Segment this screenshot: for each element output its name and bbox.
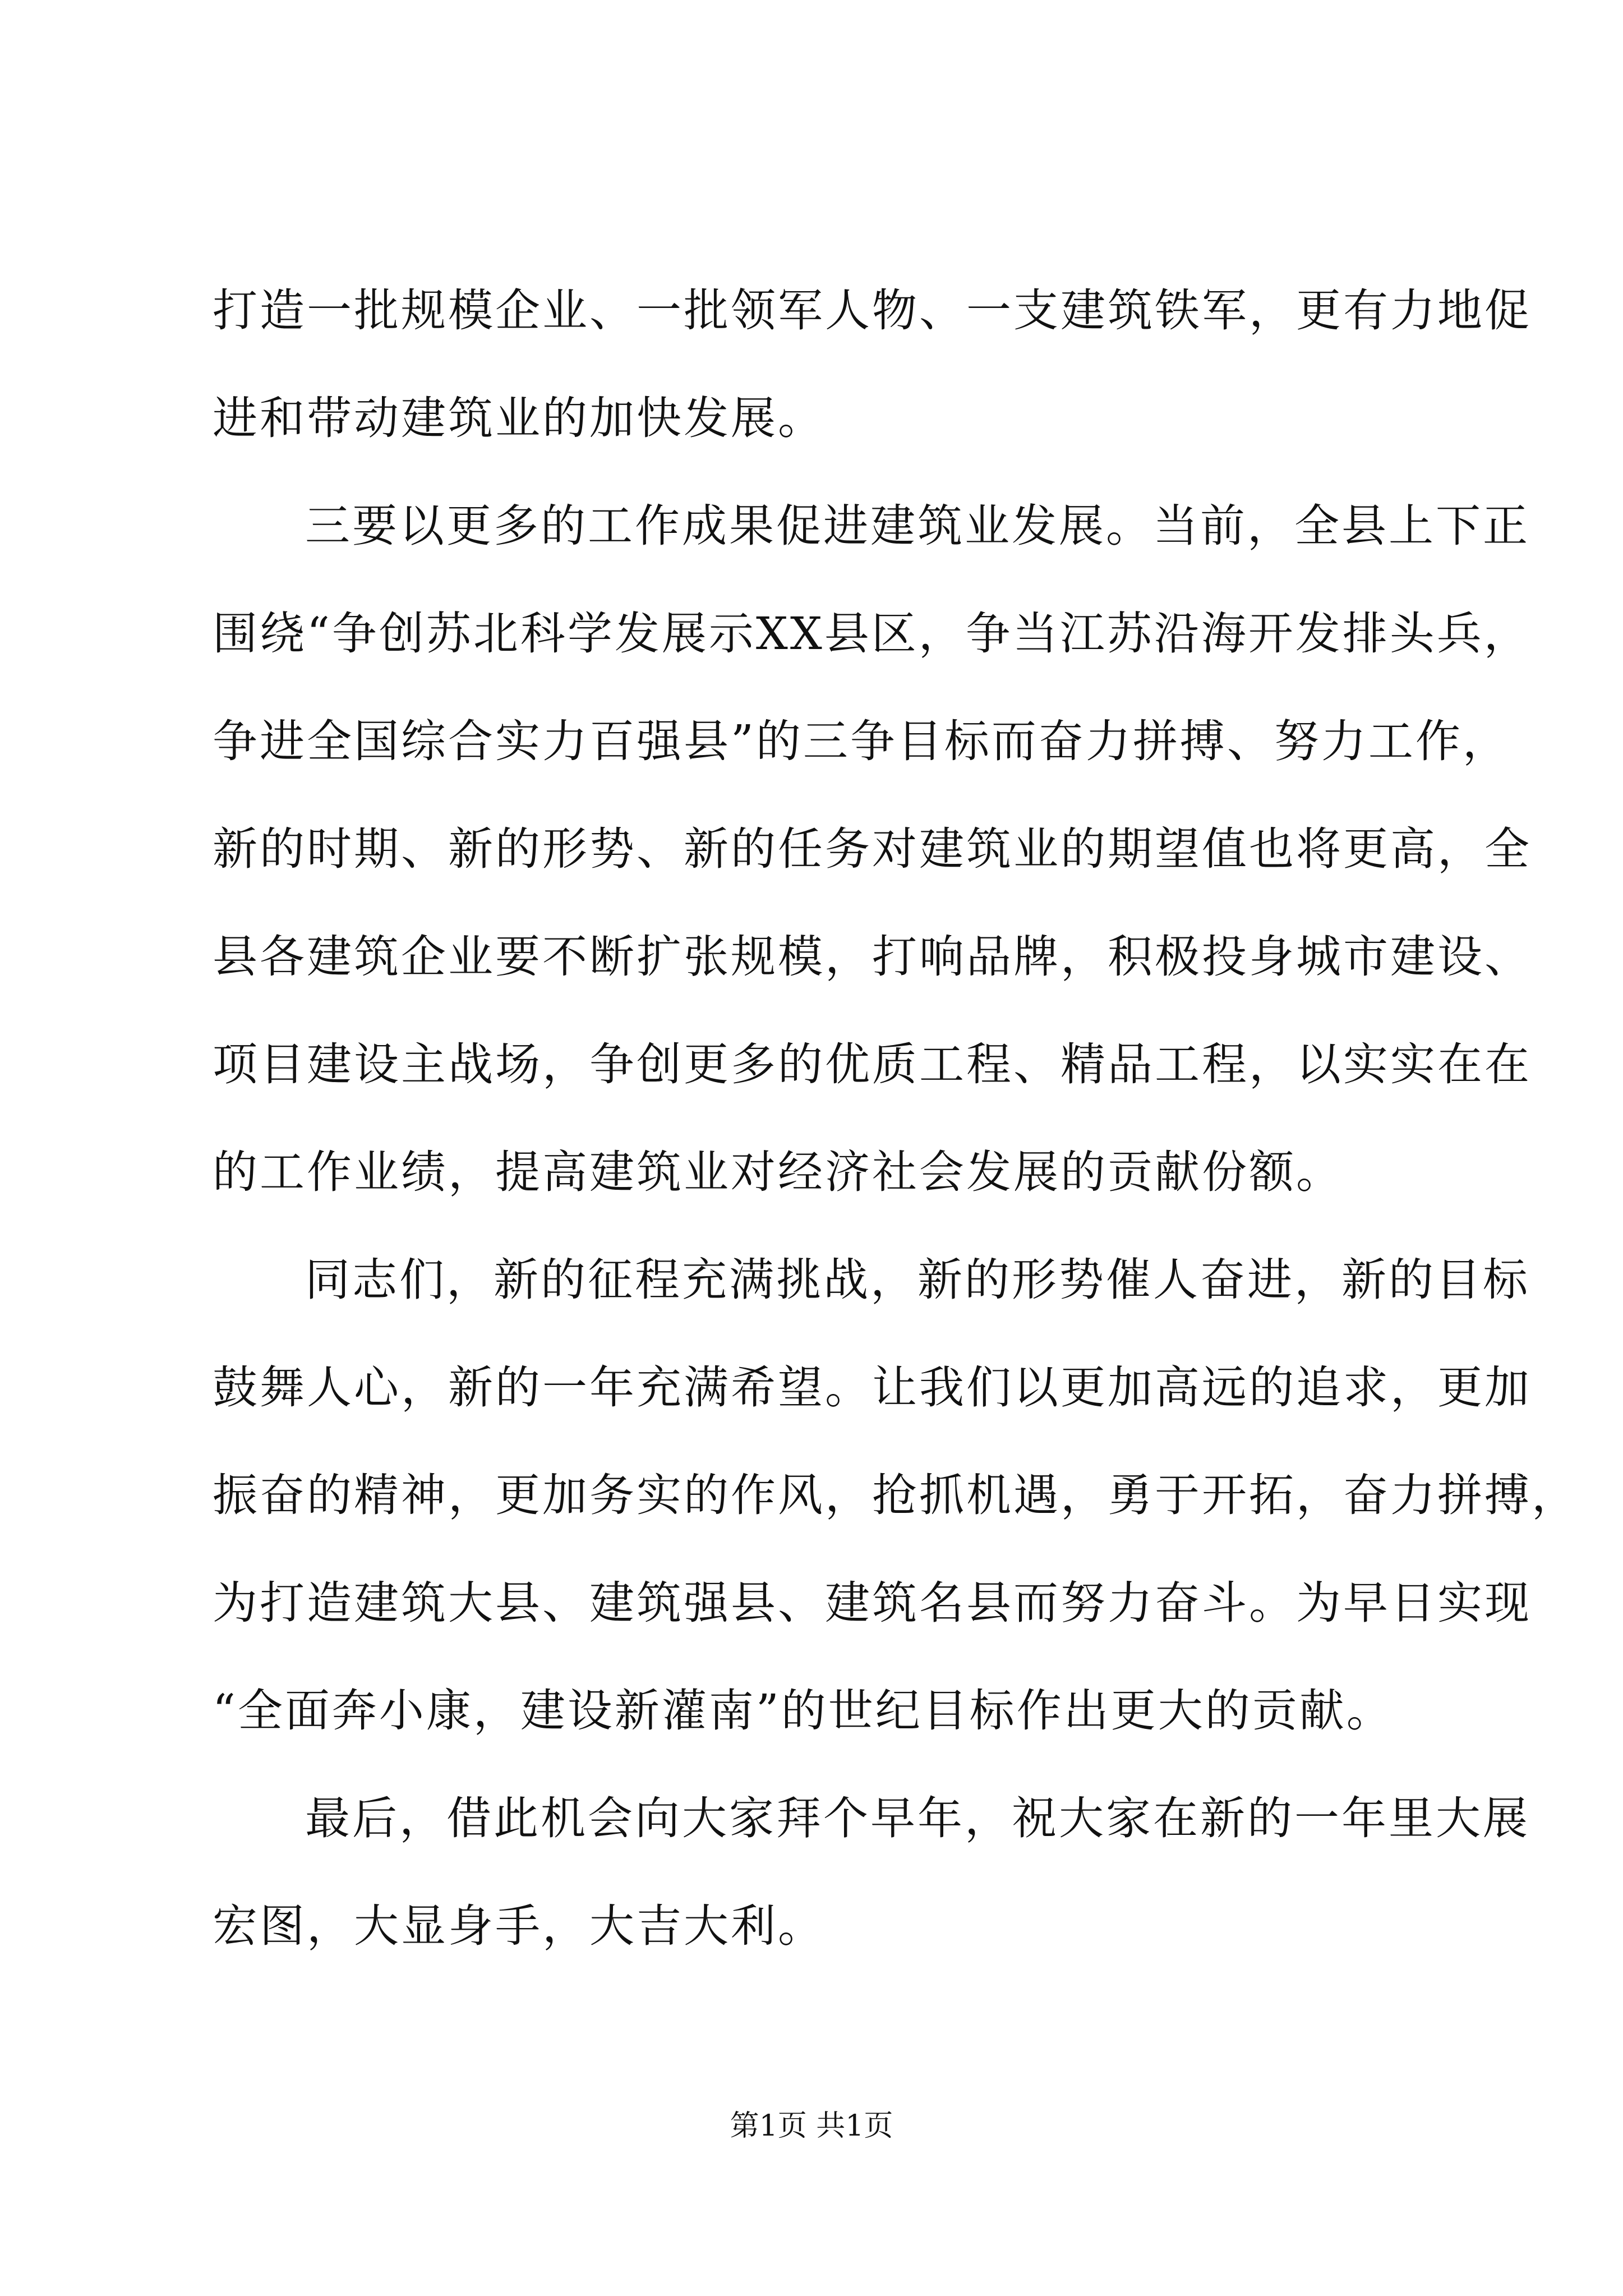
text-line: 新的时期、新的形势、新的任务对建筑业的期望值也将更高，全 (213, 823, 1532, 875)
page-footer: 第1页 共1页 (730, 2109, 893, 2143)
text-line: 县各建筑企业要不断扩张规模，打响品牌，积极投身城市建设、 (213, 931, 1532, 983)
text-line-paragraph-start: 最后，借此机会向大家拜个早年，祝大家在新的一年里大展 (305, 1792, 1530, 1844)
text-line: 项目建设主战场，争创更多的优质工程、精品工程，以实实在在 (213, 1038, 1532, 1091)
text-line: 为打造建筑大县、建筑强县、建筑名县而努力奋斗。为早日实现 (213, 1577, 1532, 1629)
text-line-paragraph-start: 同志们，新的征程充满挑战，新的形势催人奋进，新的目标 (305, 1254, 1530, 1306)
text-line: 的工作业绩，提高建筑业对经济社会发展的贡献份额。 (213, 1146, 1343, 1198)
text-line: 围绕“争创苏北科学发展示XX县区，争当江苏沿海开发排头兵， (213, 608, 1531, 660)
text-line: 争进全国综合实力百强县”的三争目标而奋力拼搏、努力工作， (213, 715, 1510, 767)
text-line: 振奋的精神，更加务实的作风，抢抓机遇，勇于开拓，奋力拼搏， (213, 1469, 1579, 1521)
text-line: “全面奔小康，建设新灌南”的世纪目标作出更大的贡献。 (213, 1685, 1394, 1737)
text-line-paragraph-start: 三要以更多的工作成果促进建筑业发展。当前，全县上下正 (305, 500, 1530, 552)
text-line: 打造一批规模企业、一批领军人物、一支建筑铁军，更有力地促 (213, 284, 1532, 337)
document-body (213, 257, 1579, 1980)
text-line: 进和带动建筑业的加快发展。 (213, 392, 825, 444)
text-line: 宏图，大显身手，大吉大利。 (213, 1900, 825, 1952)
text-line: 鼓舞人心，新的一年充满希望。让我们以更加高远的追求，更加 (213, 1361, 1532, 1414)
